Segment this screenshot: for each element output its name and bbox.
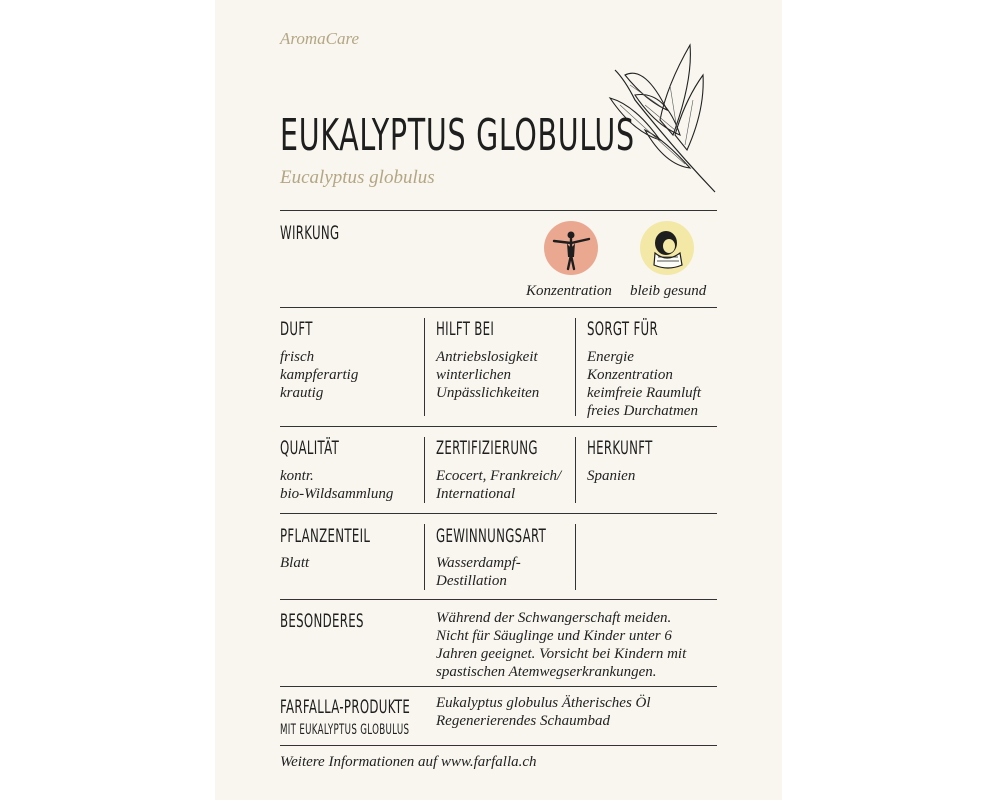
column-divider [424,437,425,503]
produkte-heading: FARFALLA-PRODUKTE [280,696,411,718]
divider [280,426,717,427]
balancing-figure-icon [544,221,598,275]
produkte-text: Eukalyptus globulus Ätherisches Öl Regenerierendes Schaumbad [436,695,651,729]
besonderes-text: Während der Schwangerschaft meiden. Nicht für Säuglinge und Kinder unter 6 Jahren geeignet. Vorsicht bei Kindern mit spastischen Atemwegserkrankungen. [436,610,687,680]
herkunft-heading: HERKUNFT [587,437,653,459]
zertifizierung-heading: ZERTIFIZIERUNG [436,437,538,459]
latin-name: Eucalyptus globulus [280,167,435,188]
brand-name: AromaCare [280,29,360,48]
hilft-bei-text: Antriebslosigkeit winterlichen Unpässlichkeiten [436,349,540,401]
page-title: EUKALYPTUS GLOBULUS [280,110,635,161]
duft-heading: DUFT [280,318,313,340]
zertifizierung-text: Ecocert, Frankreich/ International [436,468,562,502]
sorgt-fuer-text: Energie Konzentration keimfreie Raumluft freies Durchatmen [587,349,701,419]
pflanzenteil-heading: PFLANZENTEIL [280,525,371,547]
scarf-person-icon [640,221,694,275]
divider [280,745,717,746]
divider [280,599,717,600]
divider [280,307,717,308]
icon-caption-konzentration: Konzentration [526,283,612,299]
qualitaet-text: kontr. bio-Wildsammlung [280,468,394,502]
column-divider [575,318,576,416]
gewinnungsart-heading: GEWINNUNGSART [436,525,547,547]
wirkung-heading: WIRKUNG [280,222,340,244]
column-divider [575,437,576,503]
duft-text: frisch kampferartig krautig [280,349,359,401]
produkte-subheading: MIT EUKALYPTUS GLOBULUS [280,722,410,738]
herkunft-text: Spanien [587,468,636,484]
pflanzenteil-text: Blatt [280,555,310,571]
info-card [215,0,782,800]
besonderes-heading: BESONDERES [280,610,364,632]
column-divider [575,524,576,590]
hilft-bei-heading: HILFT BEI [436,318,495,340]
gewinnungsart-text: Wasserdampf- Destillation [436,555,521,589]
footer-link[interactable]: Weitere Informationen auf www.farfalla.ch [280,754,537,770]
qualitaet-heading: QUALITÄT [280,437,340,459]
column-divider [424,318,425,416]
sorgt-fuer-heading: SORGT FÜR [587,318,658,340]
icon-caption-bleib-gesund: bleib gesund [630,283,707,299]
divider [280,686,717,687]
divider [280,210,717,211]
divider [280,513,717,514]
column-divider [424,524,425,590]
